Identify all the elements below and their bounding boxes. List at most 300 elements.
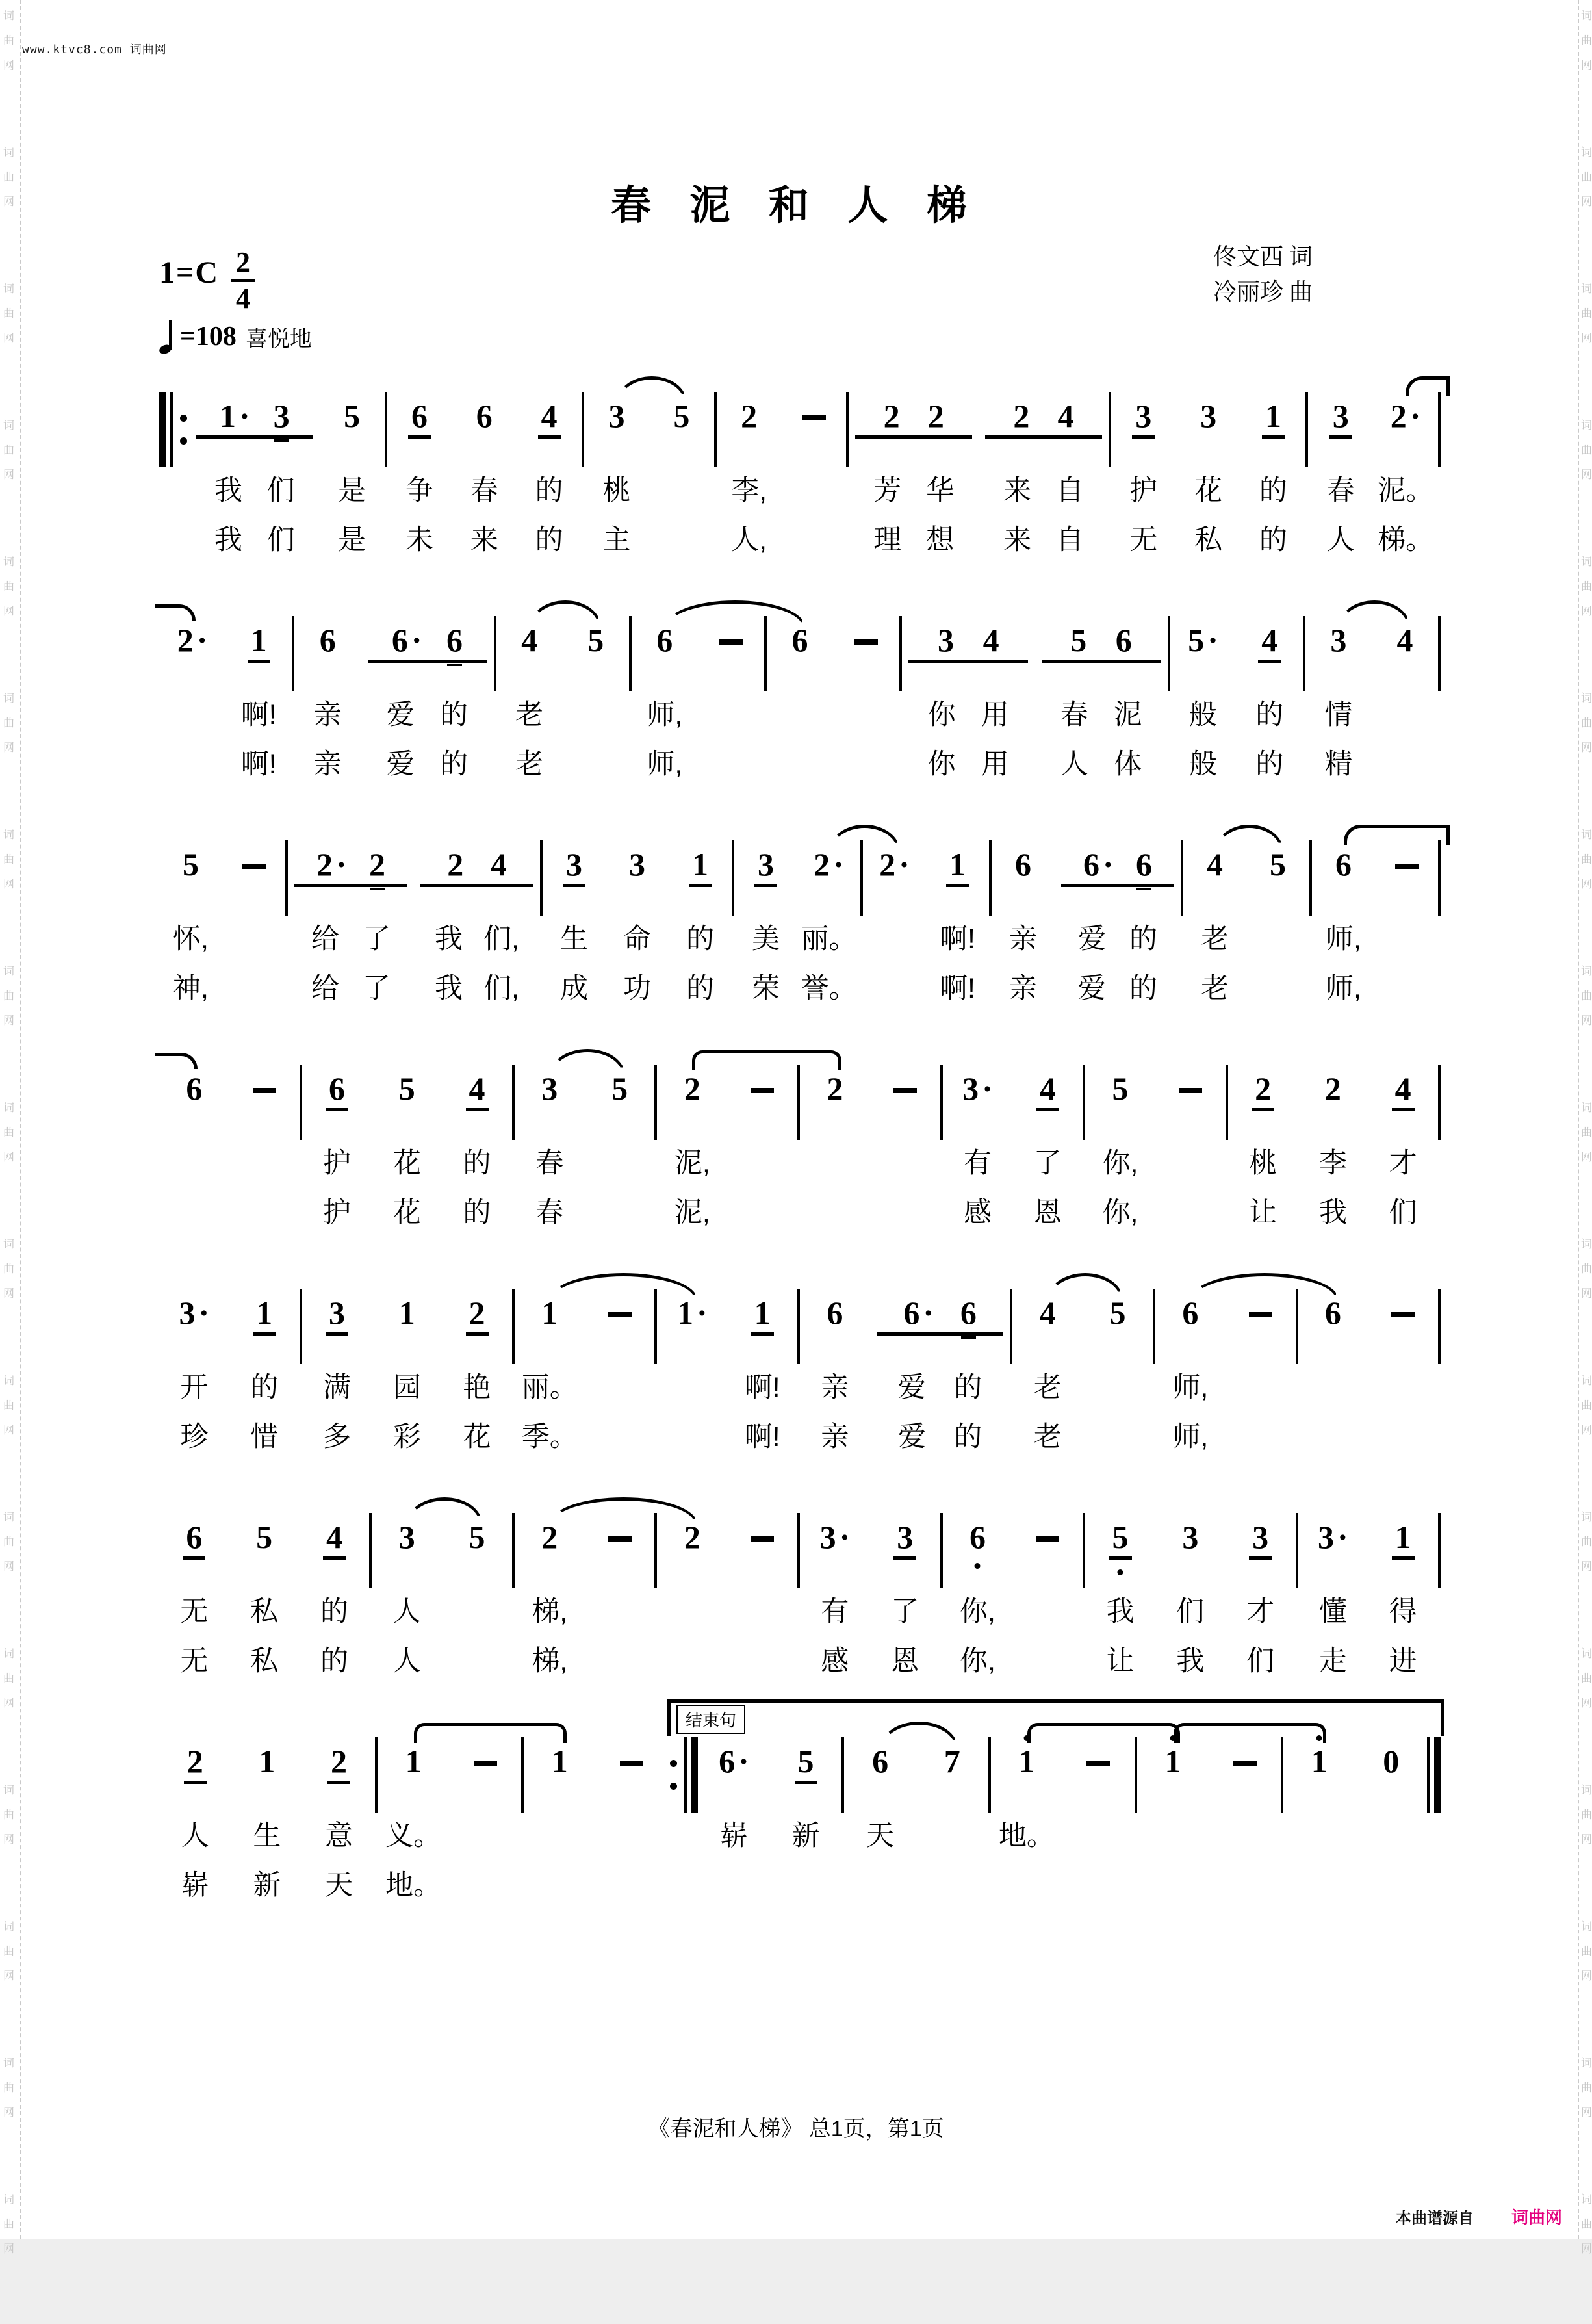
note-subgroup <box>1266 848 1289 881</box>
lyric-line2-cell <box>302 1410 372 1459</box>
lyric-line1-cell <box>543 912 606 961</box>
note-group <box>361 624 493 786</box>
lyric-char: 的 <box>463 1196 491 1228</box>
note-group <box>1368 1072 1438 1235</box>
watermark-char: 曲 <box>1581 307 1592 320</box>
watermark-group <box>1581 959 1592 1033</box>
lyric-char: 感 <box>963 1196 992 1228</box>
note <box>541 400 558 432</box>
note-digit: 5 <box>469 1519 485 1555</box>
lyric-line2-cell <box>372 1410 442 1459</box>
beamed-note-group <box>1252 1072 1274 1111</box>
lyric-char: 老 <box>1201 923 1229 955</box>
note-area <box>1438 400 1441 463</box>
note <box>1083 848 1114 881</box>
note-area <box>870 1297 1010 1360</box>
note-group <box>1155 1297 1226 1459</box>
note-area <box>1298 1297 1368 1360</box>
slur-arc <box>550 1049 625 1076</box>
lyric-char: 我 <box>1106 1595 1135 1627</box>
note-subgroup <box>176 1297 213 1329</box>
lyric-line1-cell <box>302 1360 372 1410</box>
watermark-group <box>1581 1232 1592 1306</box>
lyric-line1-cell <box>1055 912 1181 961</box>
note <box>1165 1745 1181 1777</box>
beamed-note-group <box>563 848 585 887</box>
lyric-char: 们 <box>1246 1645 1275 1677</box>
note-group <box>372 1072 442 1235</box>
note-subgroup <box>1308 1745 1331 1777</box>
lyric-line2-cell <box>320 513 385 562</box>
note-area <box>916 1745 988 1809</box>
lyric-char: 感 <box>821 1645 849 1677</box>
repeat-end <box>667 1745 698 1809</box>
thick-bar <box>159 392 166 467</box>
lyric-char: 人 <box>392 1645 421 1677</box>
note-digit: 2 <box>883 398 900 434</box>
lyric-line1-cell <box>1083 1360 1153 1410</box>
note-area <box>870 1072 940 1136</box>
note <box>611 1072 628 1105</box>
lyric-line2-cell <box>1226 1410 1296 1459</box>
source-site-link[interactable]: 词曲网 <box>1511 2208 1562 2227</box>
lyric-line2-cell <box>797 961 860 1011</box>
note-group <box>1176 400 1241 562</box>
beamed-note-group <box>408 400 431 439</box>
lyric-line2-cell <box>225 737 292 786</box>
lyric-line1-cell <box>1209 1809 1281 1858</box>
note-digit: 1 <box>398 1295 415 1331</box>
note <box>741 400 757 432</box>
beamed-note-group <box>877 1297 1003 1336</box>
octave-dot-low <box>1118 1569 1123 1575</box>
lyric-line1-cell <box>727 1360 797 1410</box>
note-subgroup <box>966 1521 989 1553</box>
watermark-char: 网 <box>3 332 14 344</box>
note-area <box>584 400 649 463</box>
note-area <box>1438 624 1441 688</box>
watermark-char: 词 <box>3 1784 14 1796</box>
lyric-line2-cell <box>870 1634 940 1683</box>
note-digit: 3 <box>566 846 582 883</box>
note-area <box>844 1745 916 1809</box>
note-group <box>159 848 222 1011</box>
watermark-char: 网 <box>3 1014 14 1027</box>
lyric-line1-cell <box>1111 463 1176 513</box>
lyric-char: 给 <box>311 972 339 1004</box>
note-digit: 2 <box>469 1295 485 1331</box>
note <box>186 1521 202 1553</box>
lyric-line1-cell <box>1012 1136 1083 1185</box>
watermark-char: 曲 <box>1581 717 1592 729</box>
lyric-char: 有 <box>821 1595 849 1627</box>
watermark-char: 词 <box>3 1920 14 1933</box>
note-group <box>669 848 732 1011</box>
watermark-char: 曲 <box>1581 1263 1592 1275</box>
lyric-char: 了 <box>1033 1147 1062 1179</box>
watermark-group <box>1581 1915 1592 1989</box>
note-digit: 5 <box>344 398 361 434</box>
duration-dash-token <box>727 1072 797 1235</box>
lyric-char: 用 <box>981 699 1009 730</box>
credits <box>1213 239 1313 309</box>
lyric-char: 们 <box>266 474 295 506</box>
lyric-line1-cell <box>1298 1584 1368 1634</box>
note-area <box>800 1297 870 1360</box>
lyric-char: 桃 <box>602 474 631 506</box>
note-digit: 5 <box>611 1070 628 1107</box>
lyric-char: 的 <box>1255 748 1284 780</box>
lyric-line1-cell <box>361 688 493 737</box>
note-group <box>372 1521 442 1683</box>
note <box>1330 624 1346 656</box>
lyric-line2-cell <box>387 513 452 562</box>
note-subgroup <box>1332 848 1355 881</box>
lyric-line1-cell <box>414 912 540 961</box>
watermark-char: 曲 <box>1581 1399 1592 1412</box>
note-area <box>1355 1745 1428 1809</box>
note-group <box>916 1745 988 1907</box>
watermark-char: 曲 <box>1581 1536 1592 1548</box>
lyric-char: 啊! <box>240 699 277 730</box>
note-digit: 6 <box>656 622 673 658</box>
note <box>684 1521 700 1553</box>
lyric-char: 啊! <box>744 1371 780 1403</box>
note-group <box>734 848 797 1011</box>
note-group <box>870 1297 1010 1459</box>
lyric-line1-cell <box>229 1584 300 1634</box>
note <box>872 1745 888 1777</box>
note-area <box>1438 1297 1441 1360</box>
note-group <box>649 400 714 562</box>
lyric-line1-cell <box>943 1136 1013 1185</box>
duration-dash <box>1395 864 1419 869</box>
lyric-char: 精 <box>1324 748 1353 780</box>
note-group <box>870 1521 940 1683</box>
note <box>329 1072 345 1105</box>
lyric-char: 季。 <box>521 1421 578 1452</box>
note-group <box>1298 1072 1368 1235</box>
watermark-char: 词 <box>3 1375 14 1387</box>
note-area <box>372 1072 442 1136</box>
watermark-group <box>1581 4 1592 78</box>
note-area <box>767 624 833 688</box>
note-digit: 5 <box>797 1743 814 1779</box>
note-subgroup <box>653 624 676 656</box>
note-digit: 1 <box>1018 1743 1035 1779</box>
note-digit: 2 <box>827 1070 843 1107</box>
watermark-char: 曲 <box>3 2082 14 2094</box>
note <box>1110 1297 1126 1329</box>
note-area <box>515 1072 585 1136</box>
lyric-line1-cell <box>833 688 899 737</box>
sixteenth-beam <box>370 888 385 890</box>
lyric-line2-cell <box>1368 1185 1438 1235</box>
lyric-char: 才 <box>1246 1595 1275 1627</box>
note-digit: 0 <box>1383 1743 1400 1779</box>
beamed-note-group <box>946 848 969 887</box>
note-group <box>517 400 582 562</box>
slur-arc <box>530 600 601 627</box>
augmentation-dot: · <box>899 846 910 883</box>
note-digit: 1 <box>250 622 267 658</box>
note-area <box>159 848 222 912</box>
left-dashed-divider <box>20 0 21 2239</box>
note-subgroup <box>396 1521 418 1553</box>
watermark-char: 曲 <box>1581 1809 1592 1821</box>
lyric-line1-cell <box>300 1584 370 1634</box>
lyric-char: 的 <box>535 524 563 556</box>
site-watermark: www.ktvc8.com 词曲网 <box>22 43 167 57</box>
lyric-line1-cell <box>1368 1360 1438 1410</box>
note-area <box>222 848 285 912</box>
note-digit: 4 <box>490 846 507 883</box>
slur-arc <box>617 376 687 403</box>
note-group <box>698 1745 770 1907</box>
lyric-char: 无 <box>180 1645 209 1677</box>
right-watermark-chars <box>1581 4 1592 2324</box>
note-digit: 3 <box>1330 622 1347 658</box>
augmentation-dot: · <box>738 1743 749 1779</box>
lyric-line2-cell <box>1305 737 1372 786</box>
duration-dash <box>242 864 266 869</box>
lyric-char: 亲 <box>821 1421 849 1452</box>
lyric-line2-cell <box>1034 737 1167 786</box>
note-area <box>1241 400 1306 463</box>
lyric-char: 懂 <box>1318 1595 1347 1627</box>
note-subgroup <box>959 1072 996 1105</box>
note-area <box>657 1297 727 1360</box>
repeat-begin-marks <box>159 400 190 467</box>
note-group <box>1083 1297 1153 1459</box>
watermark-char: 词 <box>3 2057 14 2069</box>
lyric-line1-cell <box>302 1136 372 1185</box>
watermark-char: 网 <box>3 1424 14 1436</box>
page-info: 《春泥和人梯》 总1页，第1页 <box>648 2117 944 2141</box>
watermark-char: 曲 <box>1581 990 1592 1002</box>
note <box>1325 1297 1341 1329</box>
watermark-char: 曲 <box>3 1399 14 1412</box>
augmentation-dot: · <box>238 398 250 434</box>
note-digit: 4 <box>1207 846 1223 883</box>
watermark-char: 词 <box>1581 1647 1592 1660</box>
duration-dash-token <box>1375 848 1438 1011</box>
beamed-note-group <box>420 848 534 887</box>
note-digit: 6 <box>1182 1295 1199 1331</box>
watermark-char: 词 <box>1581 2057 1592 2069</box>
beamed-note-group <box>754 848 777 887</box>
watermark-char: 词 <box>1581 10 1592 22</box>
note-subgroup <box>670 400 693 432</box>
lyric-char: 的 <box>535 474 563 506</box>
lyric-char: 梯, <box>532 1645 568 1677</box>
note <box>1265 400 1281 432</box>
note-area <box>1209 1745 1281 1809</box>
lyric-line1-cell <box>1283 1809 1355 1858</box>
lyric-char: 满 <box>322 1371 351 1403</box>
lyric-line1-cell <box>584 463 649 513</box>
note-subgroup <box>538 1072 561 1105</box>
note-area <box>361 624 493 688</box>
lyric-line2-cell <box>159 1634 229 1683</box>
note-group <box>515 1072 585 1235</box>
watermark-char: 词 <box>3 419 14 432</box>
duration-dash <box>474 1761 497 1766</box>
duration-dash-token <box>1155 1072 1226 1235</box>
watermark-char: 网 <box>1581 605 1592 617</box>
note-subgroup <box>1036 1297 1059 1329</box>
lyric-char: 师, <box>1326 923 1361 955</box>
watermark-char: 网 <box>1581 1287 1592 1300</box>
note-area <box>1062 1745 1135 1809</box>
slur-arc <box>829 825 900 851</box>
note <box>1018 1745 1034 1777</box>
lyric-char: 未 <box>405 524 433 556</box>
note-area <box>1246 848 1309 912</box>
note-group <box>657 1297 727 1459</box>
note <box>673 400 689 432</box>
note <box>369 848 385 881</box>
lyric-line2-cell <box>159 961 222 1011</box>
watermark-char: 网 <box>3 2106 14 2119</box>
watermark-char: 曲 <box>3 1672 14 1685</box>
lyric-line2-cell <box>1373 513 1438 562</box>
note-subgroup <box>473 400 496 432</box>
lyric-char: 让 <box>1106 1645 1135 1677</box>
repeat-begin <box>159 400 190 463</box>
lyric-line1-cell <box>449 1809 521 1858</box>
note-subgroup <box>396 1297 418 1329</box>
beamed-note-group <box>1036 1072 1059 1111</box>
lyric-char: 了 <box>891 1595 919 1627</box>
note <box>820 1521 851 1553</box>
note-group <box>800 1072 870 1235</box>
note-subgroup <box>823 1297 846 1329</box>
note-area <box>1012 1521 1083 1584</box>
note-area <box>698 624 764 688</box>
note <box>1391 400 1421 432</box>
watermark-group <box>1581 1369 1592 1443</box>
note-group <box>1355 1745 1428 1907</box>
lyric-line2-cell <box>442 1410 512 1459</box>
lyric-char: 爱 <box>898 1371 926 1403</box>
note-subgroup <box>789 624 812 656</box>
slur-arc <box>1047 1273 1123 1300</box>
note-digit: 2 <box>684 1070 700 1107</box>
lyric-char: 泥。 <box>1378 474 1434 506</box>
lyric-line1-cell <box>669 912 732 961</box>
note-subgroup <box>1012 848 1034 881</box>
slur-arc <box>407 1497 482 1524</box>
watermark-char: 网 <box>1581 1970 1592 1982</box>
lyric-char: 义。 <box>385 1820 442 1852</box>
lyric-char: 成 <box>560 972 588 1004</box>
lyric-line1-cell <box>372 1136 442 1185</box>
repeat-dot <box>180 437 187 445</box>
note-subgroup <box>674 1297 711 1329</box>
note-subgroup <box>681 1072 704 1105</box>
note-digit: 5 <box>1109 1295 1126 1331</box>
thick-bar <box>691 1737 698 1813</box>
note-group <box>800 1297 870 1459</box>
music-line-5 <box>159 1272 1441 1496</box>
lyric-line2-cell <box>649 513 714 562</box>
note-area <box>727 1072 797 1136</box>
lyric-char: 般 <box>1189 748 1218 780</box>
lyric-line2-cell <box>1183 961 1246 1011</box>
note-group <box>844 1745 916 1907</box>
lyric-char: 泥, <box>674 1196 710 1228</box>
augmentation-dot: · <box>1337 1519 1348 1555</box>
duration-dash <box>253 1088 276 1093</box>
note-group <box>1368 1521 1438 1683</box>
watermark-char: 网 <box>1581 196 1592 208</box>
watermark-char: 网 <box>3 1697 14 1709</box>
lyric-line1-cell <box>1155 1584 1226 1634</box>
note-digit: 3 <box>1252 1519 1269 1555</box>
lyric-line1-cell <box>515 1360 585 1410</box>
note-digit: 2 <box>330 1743 347 1779</box>
note-group <box>1085 1521 1155 1683</box>
watermark-char: 曲 <box>3 171 14 183</box>
note-group <box>442 1072 512 1235</box>
note-area <box>585 1521 655 1584</box>
duration-dash-token <box>1226 1297 1296 1459</box>
watermark-char: 曲 <box>1581 1945 1592 1957</box>
lyric-line1-cell <box>849 463 979 513</box>
note-digit: 3 <box>398 1519 415 1555</box>
note <box>1333 400 1349 432</box>
lyric-line2-cell <box>229 1634 300 1683</box>
watermark-char: 网 <box>1581 332 1592 344</box>
watermark-char: 词 <box>3 1102 14 1114</box>
duration-dash-token <box>1368 1297 1438 1459</box>
note-digit: 5 <box>256 1519 273 1555</box>
note <box>1270 848 1286 881</box>
watermark-char: 词 <box>1581 1920 1592 1933</box>
note-area <box>727 1521 797 1584</box>
note-subgroup <box>738 400 760 432</box>
watermark-char: 曲 <box>1581 580 1592 593</box>
note-group <box>606 848 669 1011</box>
watermark-char: 曲 <box>1581 853 1592 866</box>
note-digit: 4 <box>1261 622 1278 658</box>
lyric-line2-cell <box>1368 1634 1438 1683</box>
note-area <box>320 400 385 463</box>
watermark-char: 词 <box>1581 692 1592 704</box>
watermark-char: 网 <box>1581 1697 1592 1709</box>
augmentation-dot: · <box>839 1519 851 1555</box>
lyric-line2-cell <box>849 513 979 562</box>
music-line-4 <box>159 1048 1441 1272</box>
note-group <box>979 400 1109 562</box>
lyric-char: 的 <box>320 1645 348 1677</box>
watermark-group <box>3 959 14 1033</box>
duration-dash-token <box>585 1521 655 1683</box>
note-area <box>979 400 1109 463</box>
note-group <box>320 400 385 562</box>
note-area <box>543 848 606 912</box>
watermark-char: 网 <box>3 469 14 481</box>
lyric-char: 情 <box>1324 699 1353 730</box>
note-area <box>1228 1072 1298 1136</box>
lyric-char: 来 <box>1003 524 1032 556</box>
note <box>179 1297 210 1329</box>
note-area <box>1438 1072 1441 1136</box>
watermark-char: 词 <box>3 692 14 704</box>
lyric-line1-cell <box>222 912 285 961</box>
lyric-char: 爱 <box>386 699 415 730</box>
